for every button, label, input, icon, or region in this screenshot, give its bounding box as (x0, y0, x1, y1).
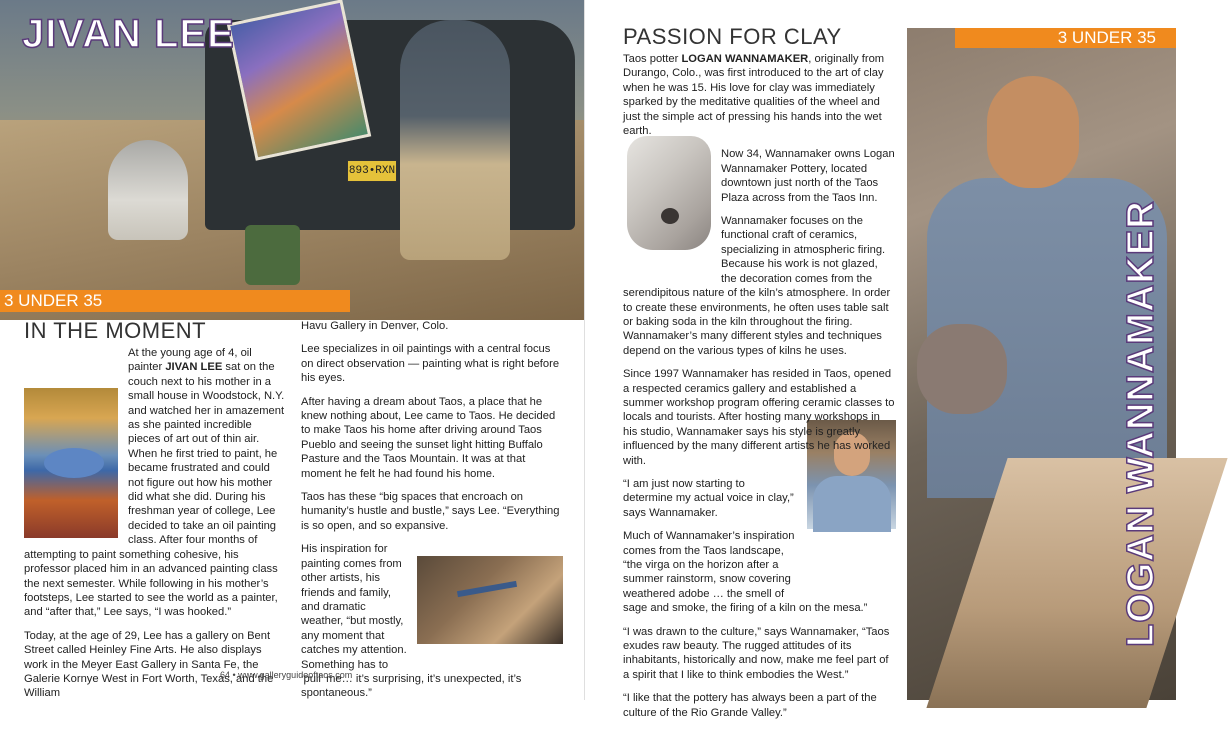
paragraph: Wannamaker focuses on the functional craft of ceramics, specializing in atmospheric firing. Because his work is not glazed, the decoration comes from the serendipitous nature of the kiln’s atmosphere. In order to create these environments, he often uses table salt or baking soda in the kiln throughout the firing. Wannamaker’s many different styles and techniques depend on the various types of kilns he uses. (623, 215, 891, 357)
artist-title: JIVAN LEE (22, 12, 235, 56)
section-band: 3 UNDER 35 (0, 290, 350, 312)
section-band: 3 UNDER 35 (955, 28, 1176, 48)
page-footer: 64 • www.galleryguideoftaos.com (220, 670, 353, 680)
paragraph: “I was drawn to the culture,” says Wannamaker, “Taos exudes raw beauty. The rugged attitudes of its inhabitants, historically and now, make me feel part of a spirit that I like to think embodies the West.” (623, 625, 890, 681)
article-column-2 (301, 319, 563, 710)
vertical-title-text: LOGAN WANNAMAKER (1120, 200, 1162, 647)
paragraph: Lee specializes in oil paintings with a central focus on direct observation — painting what is right before his eyes. (301, 343, 560, 385)
painter-closeup-image (417, 556, 563, 644)
paragraph: After having a dream about Taos, a place that he knew nothing about, Lee came to Taos. He decided to make Taos his home after driving around Taos Pueblo and seeing the sunset light hitting Buffalo Pasture and the Taos Mountain. It was at that moment he felt he had found his home. (301, 395, 556, 480)
paragraph: Today, at the age of 29, Lee has a gallery on Bent Street called Heinley Fine Arts. He also displays work in the Meyer East Gallery in Santa Fe, the Galerie Kornye West in Fort Worth, Texas, and the William (24, 629, 274, 700)
paragraph (623, 147, 895, 205)
wrap-spacer (803, 477, 895, 589)
paragraph: Havu Gallery in Denver, Colo. (301, 320, 449, 332)
paragraph (24, 346, 286, 620)
husky-dog (108, 140, 188, 240)
vertical-artist-title (1120, 200, 1160, 650)
right-page (585, 0, 1176, 719)
left-page (0, 0, 585, 700)
paragraph-text: At the young age of 4, oil painter JIVAN LEE sat on the couch next to his mother in a small house in Woodstock, N.Y. and watched her in amazement as she painted incredible pieces of art out of thin air. When he first tried to paint, he became frustrated and could not figure out how his mother did what she did. During his freshman year of college, Lee decided to take an oil painting class. After four months of attempting to paint something cohesive, his professor placed him in an advanced painting class the next semester. While following in his mother’s footsteps, Lee started to see the world as a painter, and “after that,” Lee says, “I was hooked.” (24, 347, 285, 619)
paragraph-text: “I am just now starting to determine my actual voice in clay,” says Wannamaker. (623, 477, 794, 519)
artist-name-bold: LOGAN WANNAMAKER (681, 53, 809, 65)
wrap-spacer (623, 147, 715, 273)
paragraph: Taos has these “big spaces that encroach on humanity’s hustle and bustle,” says Lee. “Everything is so open, and so expansive. (301, 491, 560, 532)
license-plate: 893•RXN (347, 160, 397, 182)
gloved-hand (917, 324, 1007, 414)
painter-figure (400, 20, 510, 260)
paragraph (623, 477, 895, 520)
section-title: PASSION FOR CLAY (623, 24, 842, 49)
section-title: IN THE MOMENT (24, 318, 207, 343)
article-column-right (623, 52, 895, 729)
paragraph: Taos potter LOGAN WANNAMAKER, originally from Durango, Colo., was first introduced to the art of clay when he was 15. His love for clay was immediately sparked by the meditative qualities of the wheel and just the simple act of pressing his hands into the wet earth. (623, 53, 885, 138)
brush-shape (457, 581, 517, 597)
figure-head (987, 76, 1079, 188)
paragraph-text: Now 34, Wannamaker owns Logan Wannamaker Pottery, located downtown just north of the Taos Plaza across from the Taos Inn. (721, 148, 895, 204)
wrap-spacer (24, 388, 124, 538)
paragraph-text: His inspiration for painting comes from other artists, his friends and family, and dramatic weather, “but mostly, any moment that catches my attention. Something has to ‘pull’ me… it’s surprising, it’s unexpected, it’s spontaneous.” (301, 543, 522, 700)
paragraph: Since 1997 Wannamaker has resided in Taos, opened a respected ceramics gallery and established a summer workshop program offering ceramic classes to locals and tourists. After hosting many workshops in his studio, Wannamaker says his style is greatly influenced by the many different artists he has worked with. (623, 368, 895, 467)
paint-bag (245, 225, 300, 285)
artist-name-bold: JIVAN LEE (165, 361, 223, 374)
article-column-1 (24, 346, 286, 710)
paragraph: Much of Wannamaker’s inspiration comes from the Taos landscape, “the virga on the horizon after a summer rainstorm, snow covering weathered adobe … the smell of sage and smoke, the firing of a kiln on the mesa.” (623, 530, 868, 615)
paragraph: “I like that the pottery has always been a part of the culture of the Rio Grande Valley.” (623, 692, 877, 719)
